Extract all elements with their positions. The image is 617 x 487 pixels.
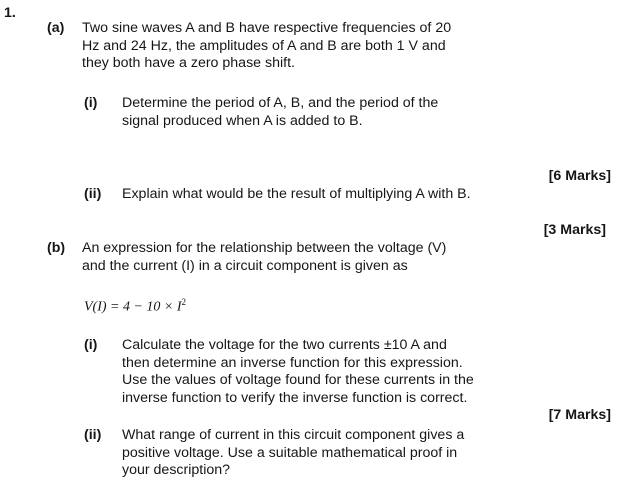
part-a-ii-text: Explain what would be the result of multiplying A with B. (122, 186, 471, 202)
part-b-i-label: (i) (84, 337, 98, 353)
part-b-ii-line-3: your description? (122, 462, 231, 478)
part-b-ii-line-2: positive voltage. Use a suitable mathematical proof in (122, 444, 458, 461)
part-b-i-line-4: inverse function to verify the inverse function is correct. (122, 389, 468, 406)
voltage-equation (84, 294, 186, 316)
part-b-line-1: An expression for the relationship between the voltage (V) (82, 240, 447, 256)
part-b-i-text (122, 337, 474, 407)
part-a-line-3: they both have a zero phase shift. (82, 55, 295, 71)
part-a-ii-label: (ii) (84, 186, 102, 202)
part-b-i-marks: [7 Marks] (548, 407, 611, 423)
part-a-i-marks: [6 Marks] (548, 168, 611, 184)
part-b-ii-line-1: What range of current in this circuit component gives a (122, 427, 465, 443)
part-b-label: (b) (47, 240, 66, 256)
part-a-i-line-1: Determine the period of A, B, and the period of the (122, 95, 439, 111)
equation-exponent: 2 (181, 297, 187, 307)
part-b-i-line-3: Use the values of voltage found for these currents in the (122, 372, 474, 388)
equation-body: V(I) = 4 − 10 × I (84, 299, 182, 315)
part-a-i-label: (i) (84, 95, 98, 111)
part-b-i-line-2: then determine an inverse function for this expression. (122, 354, 463, 371)
part-b-i-line-1: Calculate the voltage for the two currents ±10 A and (122, 337, 447, 353)
part-a-text (82, 20, 451, 73)
part-a-line-1: Two sine waves A and B have respective frequencies of 20 (82, 20, 452, 36)
part-b-ii-text (122, 427, 464, 480)
part-a-i-text (122, 95, 438, 130)
part-b-ii-label: (ii) (84, 427, 102, 443)
part-a-ii-marks: [3 Marks] (543, 222, 606, 238)
question-number: 1. (4, 5, 16, 21)
part-b-text (82, 240, 446, 275)
part-b-line-2: and the current (I) in a circuit component is given as (82, 257, 408, 274)
part-a-i-line-2: signal produced when A is added to B. (122, 112, 363, 129)
part-a-label: (a) (47, 20, 65, 36)
part-a-line-2: Hz and 24 Hz, the amplitudes of A and B are both 1 V and (82, 37, 446, 54)
